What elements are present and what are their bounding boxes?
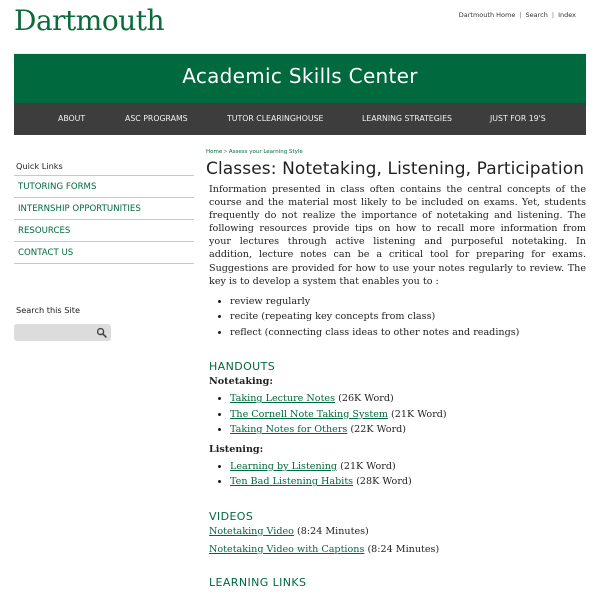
notetaking-heading: Notetaking: xyxy=(209,376,273,388)
list-item xyxy=(230,391,586,407)
handouts-heading: HANDOUTS xyxy=(209,360,276,374)
video-item xyxy=(206,544,586,555)
search-icon[interactable] xyxy=(96,327,107,338)
breadcrumb-current[interactable]: Assess your Learning Style xyxy=(228,149,303,155)
breadcrumb xyxy=(206,149,586,155)
file-size: (21K Word) xyxy=(391,408,447,420)
list-item xyxy=(230,407,586,423)
handout-link-notes-for-others[interactable]: Taking Notes for Others xyxy=(230,424,348,436)
sidebar-item-resources[interactable]: RESOURCES xyxy=(14,220,194,242)
list-item: • recite (repeating key concepts from class) xyxy=(230,309,586,325)
search-heading: Search this Site xyxy=(16,305,80,315)
nav-item-about[interactable]: ABOUT xyxy=(58,114,86,123)
video-item xyxy=(206,526,586,537)
file-size: (21K Word) xyxy=(340,460,396,472)
search-input[interactable] xyxy=(14,324,111,341)
utility-separator: | xyxy=(551,11,555,19)
notetaking-handouts-list xyxy=(206,391,586,438)
list-item: • review regularly xyxy=(230,294,586,310)
utility-link-home[interactable]: Dartmouth Home xyxy=(458,11,516,19)
nav-item-asc-programs[interactable]: ASC PROGRAMS xyxy=(125,114,188,123)
utility-link-index[interactable]: Index xyxy=(558,11,576,19)
dartmouth-logo[interactable]: Dartmouth xyxy=(14,4,165,37)
list-item: • reflect (connecting class ideas to other notes and readings) xyxy=(230,325,586,341)
breadcrumb-separator: > xyxy=(223,149,228,155)
sidebar-item-internship-opportunities[interactable]: INTERNSHIP OPPORTUNITIES xyxy=(14,198,194,220)
utility-link-search[interactable]: Search xyxy=(525,11,548,19)
handout-link-ten-bad-habits[interactable]: Ten Bad Listening Habits xyxy=(230,476,354,488)
sidebar-item-contact-us[interactable]: CONTACT US xyxy=(14,242,194,264)
key-steps-list xyxy=(206,294,586,341)
utility-links xyxy=(459,11,576,19)
file-size: (22K Word) xyxy=(350,424,407,436)
breadcrumb-home[interactable]: Home xyxy=(206,149,223,155)
video-duration: (8:24 Minutes) xyxy=(297,525,369,537)
nav-item-just-for-19s[interactable]: JUST FOR 19'S xyxy=(490,114,546,123)
video-link-notetaking[interactable]: Notetaking Video xyxy=(209,525,294,537)
main-content xyxy=(206,149,586,589)
page-title: Classes: Notetaking, Listening, Participation xyxy=(206,159,585,179)
list-item xyxy=(230,474,586,490)
handout-link-taking-lecture-notes[interactable]: Taking Lecture Notes xyxy=(230,393,336,405)
site-title[interactable]: Academic Skills Center xyxy=(182,64,418,88)
file-size: (26K Word) xyxy=(338,393,394,405)
sidebar xyxy=(14,160,194,264)
video-duration: (8:24 Minutes) xyxy=(367,543,440,555)
utility-separator: | xyxy=(519,11,522,19)
videos-heading: VIDEOS xyxy=(209,509,254,523)
nav-item-tutor-clearinghouse[interactable]: TUTOR CLEARINGHOUSE xyxy=(227,114,324,123)
site-banner xyxy=(14,53,586,103)
list-item xyxy=(230,459,586,475)
list-item xyxy=(230,422,586,438)
sidebar-item-tutoring-forms[interactable]: TUTORING FORMS xyxy=(14,176,194,198)
intro-paragraph: Information presented in class often contains the central concepts of the course and the material most likely to be included on exams. Yet, students frequently do not realize the importance of notetaking and listening. The following resources provide tips on how to recall more information from your lectures through active listening and purposeful notetaking. In addition, lecture notes can be a critical tool for preparing for exams. Suggestions are provided for how to use your notes regularly to review. The key is to develop a system that enables you to : xyxy=(209,184,586,287)
learning-links-heading: LEARNING LINKS xyxy=(209,575,307,589)
video-link-notetaking-captions[interactable]: Notetaking Video with Captions xyxy=(209,543,365,555)
listening-handouts-list xyxy=(206,459,586,490)
listening-heading: Listening: xyxy=(209,443,264,455)
file-size: (28K Word) xyxy=(356,476,412,488)
quick-links-heading: Quick Links xyxy=(14,160,194,176)
main-nav xyxy=(14,103,586,135)
handout-link-cornell-system[interactable]: The Cornell Note Taking System xyxy=(230,408,388,420)
nav-item-learning-strategies[interactable]: LEARNING STRATEGIES xyxy=(362,114,452,123)
handout-link-learning-by-listening[interactable]: Learning by Listening xyxy=(230,460,338,472)
